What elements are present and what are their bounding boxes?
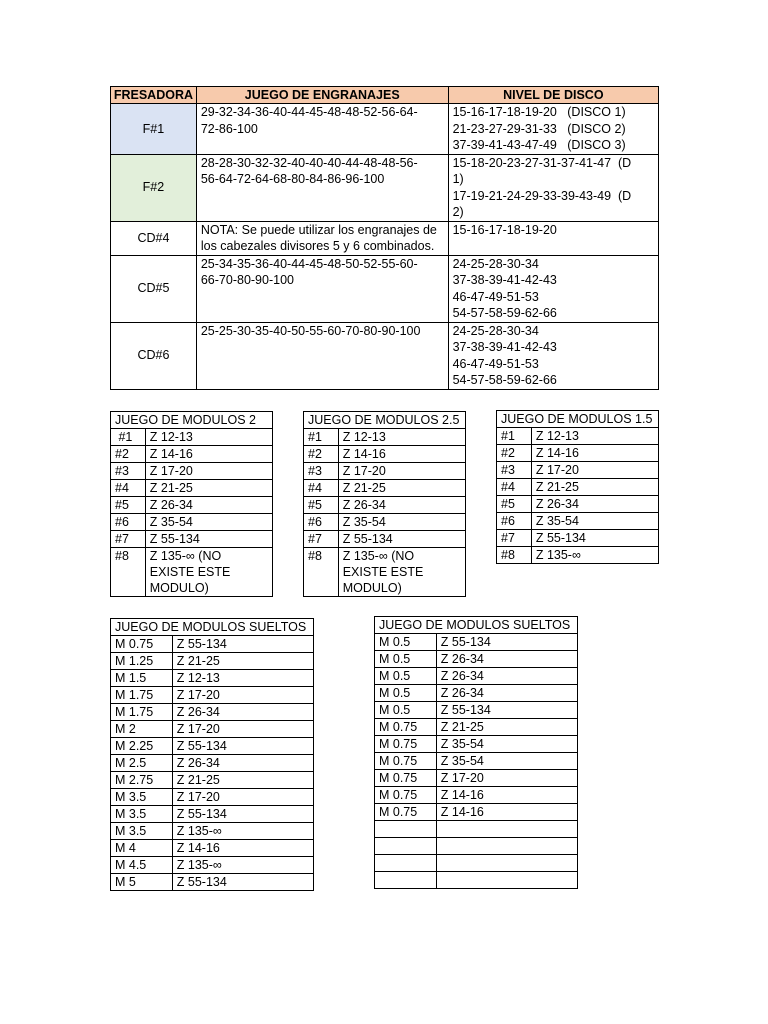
teeth-range: Z 55-134	[338, 531, 465, 548]
table-row	[111, 154, 659, 221]
table-row	[111, 255, 659, 322]
table-row	[375, 838, 578, 855]
module-number: #2	[304, 446, 339, 463]
table-row	[375, 753, 578, 770]
teeth-range: Z 26-34	[338, 497, 465, 514]
teeth-range: Z 26-34	[172, 704, 313, 721]
table-row	[111, 704, 314, 721]
module-number: #8	[111, 548, 146, 597]
teeth-range	[436, 872, 577, 889]
teeth-range: Z 55-134	[172, 636, 313, 653]
table-header-row	[111, 87, 659, 104]
table-row	[497, 496, 659, 513]
teeth-range: Z 26-34	[531, 496, 658, 513]
table-row	[111, 823, 314, 840]
module-size: M 1.75	[111, 687, 173, 704]
teeth-range: Z 21-25	[145, 480, 272, 497]
table-row	[111, 840, 314, 857]
module-number: #2	[111, 446, 146, 463]
milling-machine-table	[110, 86, 659, 390]
module-size: M 1.5	[111, 670, 173, 687]
module-number: #5	[304, 497, 339, 514]
teeth-range: Z 35-54	[436, 753, 577, 770]
table-row	[497, 479, 659, 496]
table-row	[304, 514, 466, 531]
gears-cell: NOTA: Se puede utilizar los engranajes de los cabezales divisores 5 y 6 combinados.	[196, 221, 448, 255]
module-number: #7	[497, 530, 532, 547]
module-table-title-row	[497, 411, 659, 428]
teeth-range: Z 14-16	[145, 446, 272, 463]
module-number: #4	[111, 480, 146, 497]
teeth-range	[436, 821, 577, 838]
machine-cell: CD#4	[111, 221, 197, 255]
disc-cell: 15-16-17-18-19-20	[448, 221, 658, 255]
module-number: #8	[497, 547, 532, 564]
module-table-title-row	[375, 617, 578, 634]
module-size	[375, 838, 437, 855]
module-size: M 2	[111, 721, 173, 738]
loose-modules-table-2	[374, 616, 578, 889]
table-row	[111, 480, 273, 497]
teeth-range: Z 17-20	[338, 463, 465, 480]
table-row	[111, 755, 314, 772]
module-size: M 3.5	[111, 806, 173, 823]
table-row	[304, 548, 466, 597]
table-row	[111, 874, 314, 891]
module-number: #5	[111, 497, 146, 514]
header-gears: JUEGO DE ENGRANAJES	[196, 87, 448, 104]
table-row	[111, 789, 314, 806]
table-row	[111, 857, 314, 874]
table-row	[111, 463, 273, 480]
machine-cell: CD#6	[111, 322, 197, 389]
table-row	[375, 770, 578, 787]
table-row	[375, 702, 578, 719]
module-size: M 0.5	[375, 634, 437, 651]
table-row	[111, 670, 314, 687]
teeth-range: Z 21-25	[172, 772, 313, 789]
teeth-range: Z 17-20	[145, 463, 272, 480]
teeth-range: Z 17-20	[531, 462, 658, 479]
teeth-range: Z 35-54	[436, 736, 577, 753]
module-number: #3	[497, 462, 532, 479]
teeth-range: Z 21-25	[172, 653, 313, 670]
teeth-range: Z 35-54	[145, 514, 272, 531]
teeth-range: Z 135-∞	[172, 823, 313, 840]
table-row	[304, 446, 466, 463]
table-row	[111, 322, 659, 389]
table-row	[111, 772, 314, 789]
teeth-range: Z 14-16	[531, 445, 658, 462]
module-size: M 0.75	[375, 719, 437, 736]
table-row	[375, 821, 578, 838]
table-row	[111, 497, 273, 514]
machine-cell: F#2	[111, 154, 197, 221]
teeth-range: Z 26-34	[436, 668, 577, 685]
table-row	[304, 531, 466, 548]
module-size: M 0.5	[375, 702, 437, 719]
module-size	[375, 872, 437, 889]
header-machine: FRESADORA	[111, 87, 197, 104]
teeth-range	[436, 855, 577, 872]
teeth-range: Z 55-134	[172, 806, 313, 823]
teeth-range: Z 17-20	[172, 687, 313, 704]
teeth-range: Z 17-20	[172, 721, 313, 738]
table-row	[375, 787, 578, 804]
teeth-range: Z 35-54	[338, 514, 465, 531]
module-table-title: JUEGO DE MODULOS 2	[111, 412, 273, 429]
module-size: M 4	[111, 840, 173, 857]
module-size: M 2.5	[111, 755, 173, 772]
disc-cell: 15-16-17-18-19-20 (DISCO 1) 21-23-27-29-31-33 (DISCO 2) 37-39-41-43-47-49 (DISCO 3)	[448, 104, 658, 155]
module-number: #6	[497, 513, 532, 530]
teeth-range: Z 14-16	[172, 840, 313, 857]
table-row	[497, 462, 659, 479]
module-number: #4	[497, 479, 532, 496]
table-row	[304, 480, 466, 497]
module-size: M 0.75	[111, 636, 173, 653]
table-row	[304, 497, 466, 514]
table-row	[111, 221, 659, 255]
disc-cell: 24-25-28-30-34 37-38-39-41-42-43 46-47-49-51-53 54-57-58-59-62-66	[448, 255, 658, 322]
teeth-range: Z 26-34	[436, 651, 577, 668]
teeth-range: Z 26-34	[172, 755, 313, 772]
module-size: M 3.5	[111, 789, 173, 806]
teeth-range: Z 21-25	[338, 480, 465, 497]
table-row	[375, 668, 578, 685]
table-row	[304, 429, 466, 446]
table-row	[111, 636, 314, 653]
module-size: M 2.75	[111, 772, 173, 789]
table-row	[497, 547, 659, 564]
table-row	[304, 463, 466, 480]
module-table-title-row	[304, 412, 466, 429]
gears-cell: 25-25-30-35-40-50-55-60-70-80-90-100	[196, 322, 448, 389]
table-row	[111, 446, 273, 463]
module-table-title: JUEGO DE MODULOS SUELTOS	[111, 619, 314, 636]
module-number: #7	[304, 531, 339, 548]
teeth-range	[436, 838, 577, 855]
teeth-range: Z 14-16	[338, 446, 465, 463]
module-2-table	[110, 411, 273, 597]
module-1-5-table	[496, 410, 659, 564]
module-table-title-row	[111, 619, 314, 636]
gears-cell: 28-28-30-32-32-40-40-40-44-48-48-56- 56-64-72-64-68-80-84-86-96-100	[196, 154, 448, 221]
teeth-range: Z 12-13	[338, 429, 465, 446]
module-2-5-table	[303, 411, 466, 597]
module-size: M 1.75	[111, 704, 173, 721]
table-row	[111, 687, 314, 704]
teeth-range: Z 55-134	[436, 702, 577, 719]
teeth-range: Z 135-∞ (NO EXISTE ESTE MODULO)	[338, 548, 465, 597]
teeth-range: Z 14-16	[436, 787, 577, 804]
disc-cell: 15-18-20-23-27-31-37-41-47 (D 1) 17-19-21-24-29-33-39-43-49 (D 2)	[448, 154, 658, 221]
table-row	[497, 530, 659, 547]
teeth-range: Z 21-25	[436, 719, 577, 736]
table-row	[375, 685, 578, 702]
teeth-range: Z 55-134	[531, 530, 658, 547]
teeth-range: Z 55-134	[172, 874, 313, 891]
machine-cell: F#1	[111, 104, 197, 155]
teeth-range: Z 55-134	[436, 634, 577, 651]
teeth-range: Z 12-13	[531, 428, 658, 445]
teeth-range: Z 26-34	[145, 497, 272, 514]
module-table-title-row	[111, 412, 273, 429]
module-size: M 0.75	[375, 770, 437, 787]
table-row	[375, 804, 578, 821]
table-row	[111, 514, 273, 531]
module-table-title: JUEGO DE MODULOS 1.5	[497, 411, 659, 428]
module-size: M 0.5	[375, 651, 437, 668]
module-number: #6	[111, 514, 146, 531]
module-size: M 0.5	[375, 685, 437, 702]
table-row	[375, 736, 578, 753]
module-size: M 0.75	[375, 804, 437, 821]
module-size: M 1.25	[111, 653, 173, 670]
loose-modules-table-1	[110, 618, 314, 891]
module-size	[375, 855, 437, 872]
teeth-range: Z 17-20	[436, 770, 577, 787]
module-number: #2	[497, 445, 532, 462]
module-number: #5	[497, 496, 532, 513]
table-row	[111, 531, 273, 548]
teeth-range: Z 21-25	[531, 479, 658, 496]
table-row	[111, 548, 273, 597]
table-row	[375, 872, 578, 889]
table-row	[375, 634, 578, 651]
teeth-range: Z 17-20	[172, 789, 313, 806]
module-table-title: JUEGO DE MODULOS 2.5	[304, 412, 466, 429]
teeth-range: Z 12-13	[145, 429, 272, 446]
module-size: M 0.75	[375, 753, 437, 770]
teeth-range: Z 14-16	[436, 804, 577, 821]
module-number: #8	[304, 548, 339, 597]
table-row	[111, 738, 314, 755]
table-row	[375, 719, 578, 736]
module-table-title: JUEGO DE MODULOS SUELTOS	[375, 617, 578, 634]
table-row	[111, 104, 659, 155]
teeth-range: Z 55-134	[172, 738, 313, 755]
module-number: #1	[304, 429, 339, 446]
disc-cell: 24-25-28-30-34 37-38-39-41-42-43 46-47-49-51-53 54-57-58-59-62-66	[448, 322, 658, 389]
module-size: M 0.75	[375, 787, 437, 804]
table-row	[375, 651, 578, 668]
module-size: M 0.75	[375, 736, 437, 753]
gears-cell: 25-34-35-36-40-44-45-48-50-52-55-60- 66-70-80-90-100	[196, 255, 448, 322]
module-size: M 2.25	[111, 738, 173, 755]
module-number: #6	[304, 514, 339, 531]
module-size	[375, 821, 437, 838]
module-number: #4	[304, 480, 339, 497]
module-number: #1	[497, 428, 532, 445]
module-number: #1	[111, 429, 146, 446]
table-row	[497, 428, 659, 445]
teeth-range: Z 26-34	[436, 685, 577, 702]
table-row	[497, 513, 659, 530]
teeth-range: Z 135-∞ (NO EXISTE ESTE MODULO)	[145, 548, 272, 597]
module-number: #7	[111, 531, 146, 548]
teeth-range: Z 55-134	[145, 531, 272, 548]
machine-cell: CD#5	[111, 255, 197, 322]
module-size: M 5	[111, 874, 173, 891]
table-row	[375, 855, 578, 872]
module-number: #3	[304, 463, 339, 480]
header-disc-level: NIVEL DE DISCO	[448, 87, 658, 104]
module-size: M 0.5	[375, 668, 437, 685]
module-number: #3	[111, 463, 146, 480]
table-row	[111, 429, 273, 446]
module-size: M 3.5	[111, 823, 173, 840]
table-row	[111, 806, 314, 823]
table-row	[111, 721, 314, 738]
teeth-range: Z 12-13	[172, 670, 313, 687]
gears-cell: 29-32-34-36-40-44-45-48-48-52-56-64- 72-86-100	[196, 104, 448, 155]
table-row	[111, 653, 314, 670]
module-size: M 4.5	[111, 857, 173, 874]
table-row	[497, 445, 659, 462]
teeth-range: Z 135-∞	[172, 857, 313, 874]
teeth-range: Z 135-∞	[531, 547, 658, 564]
teeth-range: Z 35-54	[531, 513, 658, 530]
